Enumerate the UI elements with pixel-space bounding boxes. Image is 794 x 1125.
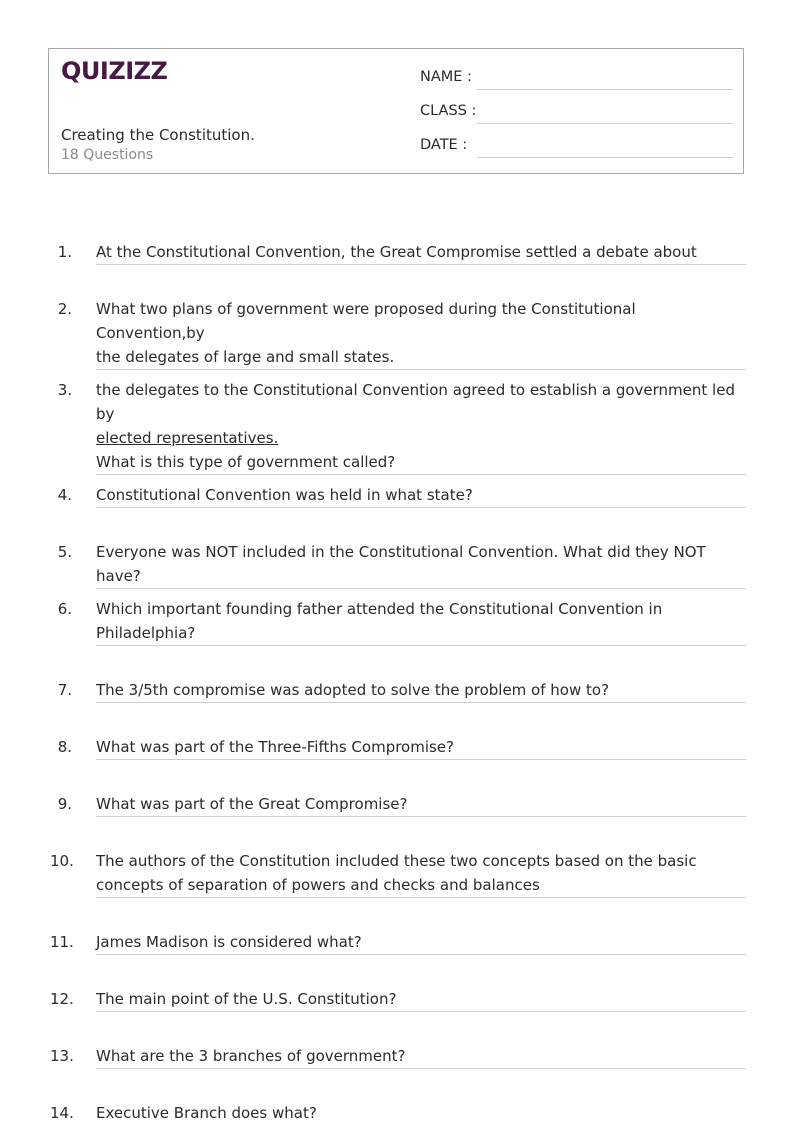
question-line: What is this type of government called? (96, 453, 396, 471)
worksheet-title: Creating the Constitution. (61, 126, 255, 144)
question-line: What are the 3 branches of government? (96, 1047, 406, 1065)
question-text[interactable] (96, 1044, 746, 1069)
question-number: 13. (50, 1047, 74, 1065)
question-line: What was part of the Great Compromise? (96, 795, 408, 813)
question-text[interactable] (96, 540, 746, 589)
question-line: The authors of the Constitution included these two concepts based on the basic (96, 852, 697, 870)
question-number: 7. (57, 681, 72, 699)
class-line[interactable] (477, 123, 733, 124)
date-label: DATE : (420, 137, 468, 153)
question-text[interactable] (96, 1101, 746, 1125)
question-number: 9. (57, 795, 72, 813)
question-line: Constitutional Convention was held in what state? (96, 486, 473, 504)
question-number: 12. (50, 990, 74, 1008)
question-line: At the Constitutional Convention, the Great Compromise settled a debate about (96, 243, 697, 261)
question-text[interactable] (96, 930, 746, 955)
question-line: What two plans of government were proposed during the Constitutional Convention,by (96, 300, 636, 342)
question-line: The 3/5th compromise was adopted to solve the problem of how to? (96, 681, 610, 699)
question-line: Philadelphia? (96, 624, 196, 642)
question-line: the delegates to the Constitutional Convention agreed to establish a government led by (96, 381, 735, 423)
class-label: CLASS : (420, 103, 477, 119)
name-label: NAME : (420, 69, 472, 85)
question-line: Everyone was NOT included in the Constitutional Convention. What did they NOT have? (96, 543, 706, 585)
question-line: James Madison is considered what? (96, 933, 362, 951)
question-number: 10. (50, 852, 74, 870)
question-line: Executive Branch does what? (96, 1104, 317, 1122)
question-line: The main point of the U.S. Constitution? (96, 990, 397, 1008)
name-line[interactable] (477, 89, 733, 90)
question-text[interactable] (96, 297, 746, 370)
worksheet-header (48, 48, 744, 174)
question-count: 18 Questions (61, 147, 154, 163)
question-text[interactable] (96, 792, 746, 817)
question-line-underlined: elected representatives. (96, 429, 279, 447)
question-line: concepts of separation of powers and checks and balances (96, 876, 540, 894)
question-text[interactable] (96, 987, 746, 1012)
question-number: 3. (57, 381, 72, 399)
question-line: Which important founding father attended the Constitutional Convention in (96, 600, 663, 618)
question-line: What was part of the Three-Fifths Compromise? (96, 738, 455, 756)
date-line[interactable] (477, 157, 733, 158)
question-text[interactable] (96, 378, 746, 475)
question-text[interactable] (96, 678, 746, 703)
question-number: 1. (57, 243, 72, 261)
question-number: 11. (50, 933, 74, 951)
quizizz-logo: QUIZIZZ (61, 57, 168, 85)
question-line: the delegates of large and small states. (96, 348, 395, 366)
question-number: 4. (57, 486, 72, 504)
question-number: 6. (57, 600, 72, 618)
question-text[interactable] (96, 597, 746, 646)
question-text[interactable] (96, 240, 746, 265)
question-number: 8. (57, 738, 72, 756)
question-text[interactable] (96, 483, 746, 508)
question-number: 2. (57, 300, 72, 318)
question-text[interactable] (96, 849, 746, 898)
question-number: 5. (57, 543, 72, 561)
question-text[interactable] (96, 735, 746, 760)
question-number: 14. (50, 1104, 74, 1122)
